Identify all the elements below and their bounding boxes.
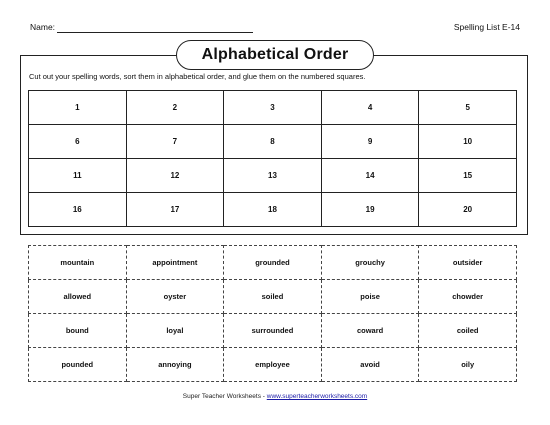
word-cutout: employee bbox=[224, 348, 322, 382]
numbered-square: 14 bbox=[321, 159, 419, 193]
numbered-square: 18 bbox=[224, 193, 322, 227]
footer bbox=[0, 393, 550, 400]
grid-row bbox=[29, 348, 517, 382]
numbered-square: 9 bbox=[321, 125, 419, 159]
numbered-square: 10 bbox=[419, 125, 517, 159]
word-cutout-grid bbox=[28, 245, 517, 382]
numbered-square: 19 bbox=[321, 193, 419, 227]
numbered-square: 5 bbox=[419, 91, 517, 125]
word-cutout: loyal bbox=[126, 314, 224, 348]
instructions: Cut out your spelling words, sort them in alphabetical order, and glue them on the numbered squares. bbox=[29, 72, 366, 81]
word-cutout: mountain bbox=[29, 246, 127, 280]
numbered-square: 16 bbox=[29, 193, 127, 227]
word-cutout: appointment bbox=[126, 246, 224, 280]
numbered-square: 6 bbox=[29, 125, 127, 159]
numbered-square: 7 bbox=[126, 125, 224, 159]
grid-row bbox=[29, 280, 517, 314]
numbered-squares-grid bbox=[28, 90, 517, 227]
numbered-square: 4 bbox=[321, 91, 419, 125]
word-cutout: chowder bbox=[419, 280, 517, 314]
word-cutout: outsider bbox=[419, 246, 517, 280]
word-cutout: bound bbox=[29, 314, 127, 348]
word-cutout: allowed bbox=[29, 280, 127, 314]
footer-text: Super Teacher Worksheets - bbox=[182, 393, 267, 400]
numbered-square: 11 bbox=[29, 159, 127, 193]
word-cutout: oyster bbox=[126, 280, 224, 314]
footer-link[interactable]: www.superteacherworksheets.com bbox=[266, 393, 368, 400]
word-cutout: annoying bbox=[126, 348, 224, 382]
grid-row bbox=[29, 314, 517, 348]
numbered-square: 2 bbox=[126, 91, 224, 125]
grid-row bbox=[29, 91, 517, 125]
numbered-square: 13 bbox=[224, 159, 322, 193]
numbered-square: 12 bbox=[126, 159, 224, 193]
numbered-square: 20 bbox=[419, 193, 517, 227]
word-cutout: oily bbox=[419, 348, 517, 382]
numbered-square: 17 bbox=[126, 193, 224, 227]
name-line bbox=[57, 32, 253, 33]
word-cutout: coward bbox=[321, 314, 419, 348]
spelling-list-label: Spelling List E-14 bbox=[453, 22, 520, 32]
numbered-square: 1 bbox=[29, 91, 127, 125]
numbered-square: 15 bbox=[419, 159, 517, 193]
grid-row bbox=[29, 159, 517, 193]
grid-row bbox=[29, 125, 517, 159]
word-cutout: grouchy bbox=[321, 246, 419, 280]
page-title: Alphabetical Order bbox=[176, 40, 374, 70]
numbered-square: 3 bbox=[224, 91, 322, 125]
numbered-square: 8 bbox=[224, 125, 322, 159]
word-cutout: surrounded bbox=[224, 314, 322, 348]
name-label: Name: bbox=[30, 22, 56, 32]
word-cutout: grounded bbox=[224, 246, 322, 280]
word-cutout: pounded bbox=[29, 348, 127, 382]
grid-row bbox=[29, 246, 517, 280]
word-cutout: coiled bbox=[419, 314, 517, 348]
word-cutout: soiled bbox=[224, 280, 322, 314]
word-cutout: poise bbox=[321, 280, 419, 314]
grid-row bbox=[29, 193, 517, 227]
word-cutout: avoid bbox=[321, 348, 419, 382]
